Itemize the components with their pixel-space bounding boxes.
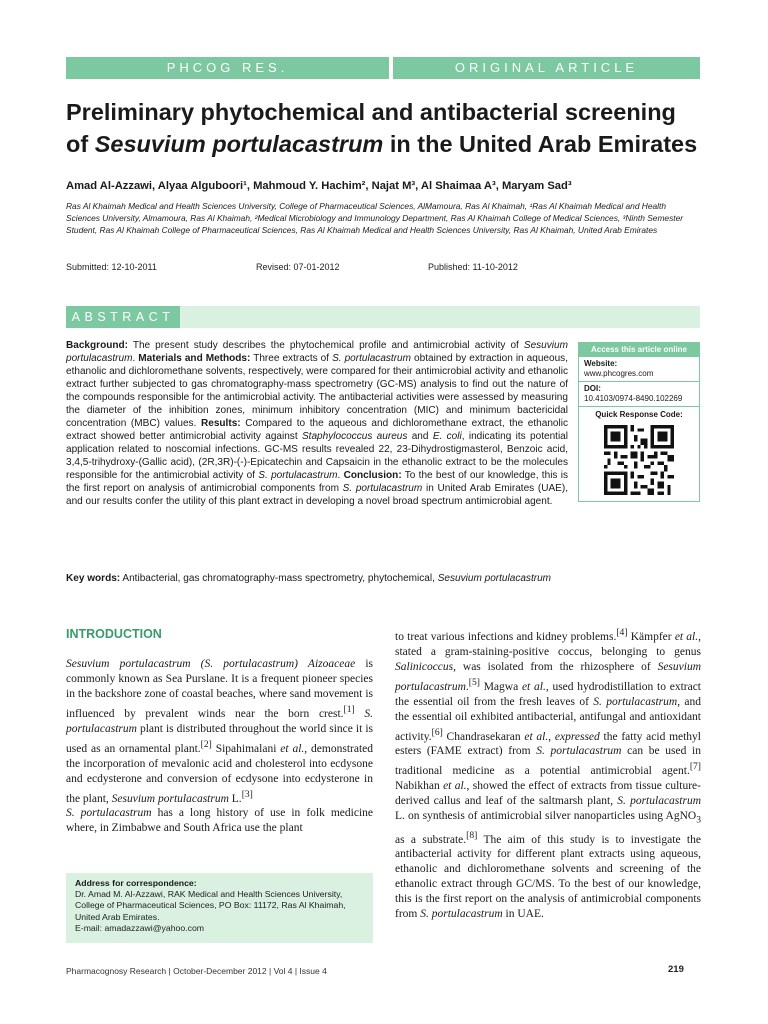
title-line1: Preliminary phytochemical and antibacterial screening (66, 99, 676, 125)
published-date: Published: 11-10-2012 (428, 262, 518, 272)
species-name: Staphylococcus aureus (301, 431, 408, 442)
doi-label: DOI: (584, 384, 601, 393)
body-text: can be used in traditional medicine as a potential antimicrobial agent. (395, 745, 702, 778)
intro-left-column (66, 657, 373, 836)
abstract-text: Three extracts of (250, 353, 333, 364)
affiliations: Ras Al Khaimah Medical and Health Sciences University, College of Pharmaceutical Sciences, AlMamoura, Ras Al Khaimah, ¹Ras Al Khaimah Medical and Health Sciences University, Almamoura, Ras Al Khaimah, ²Medical Microbiology and Immunology Department, Ras Al Khaimah College of Medical Sciences, ³Ninth Semester Student, Ras Al Khaimah College of Pharmaceutical Sciences, Ras Al Khaimah Medical and Health Sciences University, Ras Al Khaimah, United Arab Emirates (66, 201, 684, 235)
species-name: E. coli (432, 431, 462, 442)
abstract-text: obtained by extraction in aqueous, ethanolic and dichloromethane solvents, respectively, were compared for their antimicrobial activity and ethanolic extract further subjected to gas chromatography-mass spectrometry (GC-MS) analysis to find out the nature of the compounds responsible for the antimicrobial activity. The antibacterial activities were assessed by measuring the diameter of the inhibition zones, minimum inhibitory concentration (MIC) and minimum bactericidal concentration (MBC) values. (66, 353, 568, 429)
header-band (66, 57, 700, 79)
species-name: S. portulacastrum (342, 483, 423, 494)
et-al: et al. (521, 680, 546, 693)
conclusion-label: Conclusion: (343, 470, 402, 481)
body-text: Nabikhan (395, 780, 444, 793)
title-species: Sesuvium portulacastrum (94, 131, 384, 157)
body-text: Magwa (479, 680, 522, 693)
qr-label: Quick Response Code: (595, 410, 683, 419)
citation-link[interactable]: [7] (689, 761, 701, 773)
abstract-header (66, 306, 700, 328)
page-number: 219 (668, 964, 684, 975)
body-text: , used hydrodistillation to extract the essential oil from the fresh leaves of (395, 680, 701, 708)
keywords (66, 572, 568, 585)
subscript: 3 (696, 814, 701, 826)
website-link[interactable]: www.phcogres.com (584, 369, 654, 378)
et-al: et al. (280, 742, 305, 755)
keywords-text: Antibacterial, gas chromatography-mass spectrometry, phytochemical, (120, 573, 438, 584)
doi-link[interactable]: 10.4103/0974-8490.102269 (584, 394, 683, 403)
body-text: , demonstrated the incorporation of mevalonic acid and cholesterol into ecdysone and ecdysterone and conversion of ecdysone into ecdysterone in the plant, (66, 742, 374, 805)
methods-label: Materials and Methods: (138, 353, 251, 364)
body-text: , was isolated from the rhizosphere of (453, 660, 658, 673)
author-list: Amad Al-Azzawi, Alyaa Alguboori¹, Mahmoud Y. Hachim², Najat M³, Al Shaimaa A³, Maryam Sad³ (66, 180, 572, 192)
body-text: L. (228, 792, 242, 805)
abstract-text: To the best of our knowledge, this is the first report on analysis of antimicrobial components from (66, 470, 568, 494)
species-name: S. portulacastrum (536, 745, 622, 758)
citation-link[interactable]: [4] (616, 627, 628, 638)
emphasis-text: expressed (554, 730, 600, 743)
body-text: , (548, 730, 555, 743)
results-label: Results: (200, 418, 241, 429)
abstract-text: The present study describes the phytochemical profile and antimicrobial activity of (127, 340, 524, 351)
species-name: S. portulacastrum (617, 795, 702, 808)
species-name: S. portulacastrum (66, 707, 374, 735)
keywords-label: Key words: (66, 573, 121, 584)
website-label: Website: (584, 359, 618, 368)
body-text: , stated a gram-staining-positive coccus, belonging to genus (395, 630, 702, 658)
et-al: et al. (524, 730, 549, 743)
intro-right-column (395, 625, 701, 922)
body-text: plant is distributed throughout the world since it is used as an ornamental plant. (66, 722, 373, 755)
abstract-text: . (337, 470, 344, 481)
website-row (579, 357, 699, 382)
species-name: Sesuvium portulacastrum (111, 792, 229, 805)
species-name: S. portulacastrum (593, 695, 678, 708)
abstract-text: . (132, 353, 139, 364)
body-text: has a long history of use in folk medicine where, in Zimbabwe and South Africa use the plant (66, 807, 373, 835)
introduction-heading: INTRODUCTION (66, 627, 162, 641)
abstract-text: in United Arab Emirates (UAE), and our results confer the utility of this plant extract in developing a novel broad spectrum antimicrobial agent. (66, 483, 569, 507)
citation-link[interactable]: [2] (200, 738, 212, 750)
species-name: Sesuvium portulacastrum (395, 660, 701, 693)
footer-journal: Pharmacognosy Research | October-December 2012 | Vol 4 | Issue 4 (66, 966, 327, 976)
correspondence-heading: Address for correspondence: (75, 878, 197, 888)
doi-row (579, 382, 699, 407)
citation-link[interactable]: [8] (466, 829, 478, 841)
body-text: Sipahimalani (211, 742, 281, 755)
access-online-box (578, 342, 700, 502)
correspondence-email[interactable]: E-mail: amadazzawi@yahoo.com (75, 922, 205, 933)
abstract-text: Compared to the aqueous and dichloromethane extract, the ethanolic extract showed better antimicrobial activity against (66, 418, 568, 442)
species-name: Sesuvium portulacastrum (66, 340, 568, 364)
background-label: Background: (66, 340, 128, 351)
body-text: Kämpfer (627, 630, 675, 643)
qr-code-icon[interactable] (604, 425, 674, 495)
species-name: S. portulacastrum (258, 470, 338, 481)
species-name: Sesuvium portulacastrum (S. portulacastrum) Aizoaceae (66, 658, 356, 670)
submitted-date: Submitted: 12-10-2011 (66, 262, 157, 272)
et-al: et al. (674, 630, 699, 643)
body-text: . (465, 680, 469, 693)
abstract-body (66, 339, 568, 508)
species-name: Sesuvium portulacastrum (437, 573, 552, 584)
species-name: S. portulacastrum (66, 807, 152, 820)
body-text: , showed the effect of extracts from tissue culture-derived callus and leaf of the saltmarsh plant, (395, 780, 701, 808)
body-text: The aim of this study is to investigate the antibacterial activity for different plant extracts using aqueous, ethanolic and dichloromethane solvents and screening of the ethanolic extract through GC/MS. To the best of our knowledge, this is the first report on the analysis of antimicrobial components from (395, 833, 701, 921)
citation-link[interactable]: [6] (431, 726, 443, 738)
abstract-text: and (407, 431, 433, 442)
title-of: of (66, 131, 95, 157)
correspondence-box (66, 873, 373, 943)
species-name: S. portulacastrum (420, 908, 503, 921)
citation-link[interactable]: [3] (241, 788, 253, 800)
citation-link[interactable]: [1] (343, 704, 355, 715)
article-title (66, 96, 706, 160)
title-rest: in the United Arab Emirates (383, 131, 698, 157)
citation-link[interactable]: [5] (468, 676, 480, 688)
revised-date: Revised: 07-01-2012 (256, 262, 340, 272)
body-text: is commonly known as Sea Purslane. It is a frequent pioneer species in the backshore zone of coastal beaches, where sand movement is influenced by prevalent winds near the born crest. (66, 658, 374, 720)
journal-label: PHCOG RES. (166, 60, 289, 75)
body-text: , and the essential oil exhibited antibacterial, antifungal and antioxidant activity. (395, 695, 702, 743)
body-text: the fatty acid methyl esters (FAME extract) from (395, 730, 702, 758)
article-type-label: ORIGINAL ARTICLE (454, 60, 639, 75)
genus-name: Salinicoccus (395, 660, 454, 673)
body-text: Chandrasekaran (442, 730, 525, 743)
body-text: L. on synthesis of antimicrobial silver nanoparticles using AgNO (395, 810, 697, 823)
et-al: et al. (443, 780, 467, 793)
abstract-text: , indicating its potential application related to noscomial infections. GC-MS results revealed 22, 23-Dihydrostigmasterol, Benzoic acid, 3,4,5-trihydroxy-(Gallic acid), (2R,3R)-(-)-Epicatechin and Capsaicin in the ethanolic extract to be the molecules responsible for the antimicrobial activity of (66, 431, 568, 481)
body-text: as a substrate. (395, 833, 467, 846)
abstract-heading: ABSTRACT (66, 306, 180, 328)
correspondence-address: Dr. Amad M. Al-Azzawi, RAK Medical and Health Sciences University, College of Pharmaceutical Sciences, PO Box: 11172, Ras Al Khaimah, United Arab Emirates. (75, 889, 346, 922)
body-text: to treat various infections and kidney problems. (395, 630, 617, 643)
access-header: Access this article online (579, 343, 699, 357)
body-text: in UAE. (502, 908, 544, 921)
species-name: S. portulacastrum (332, 353, 412, 364)
